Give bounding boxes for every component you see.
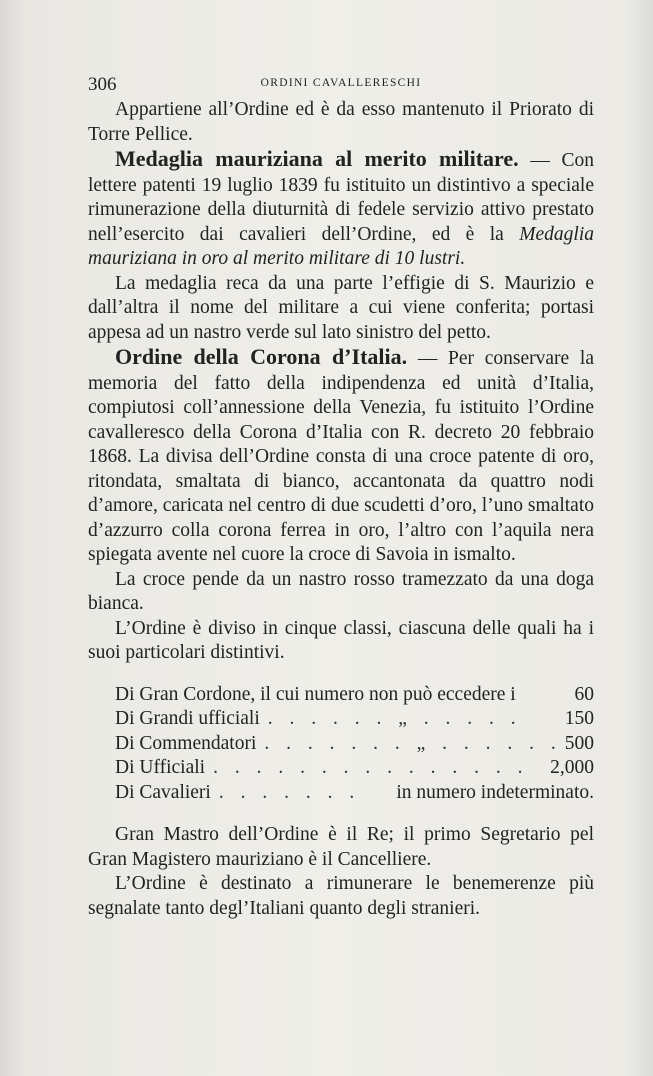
paragraph-croce: La croce pende da un nastro rosso tramezzato da una doga bianca. <box>88 568 594 614</box>
paragraph-medaglia <box>88 147 594 272</box>
section-heading-medaglia: Medaglia mauriziana al merito militare. <box>115 146 519 171</box>
class-count: in numero indeterminato. <box>396 781 594 803</box>
page-header <box>88 74 594 98</box>
class-count: 2,000 <box>550 757 594 778</box>
paragraph-text: — Con lettere patenti 19 luglio 1839 fu istituito un distintivo a speciale rimunerazione della diuturnità di fedele servizio attivo prestato nell’esercito dai cavalieri dell’Ordine, ed è la <box>88 150 594 245</box>
paragraph-gran-mastro: Gran Mastro dell’Ordine è il Re; il primo Segretario pel Gran Magistero mauriziano è il Cancelliere. <box>88 824 594 870</box>
class-label: Di Ufficiali <box>115 757 206 778</box>
list-item <box>115 732 594 757</box>
running-head: ORDINI CAVALLERESCHI <box>260 77 422 89</box>
paragraph-medaglia-description: La medaglia reca da una parte l’effigie di S. Maurizio e dall’altra il nome del militare a cui viene conferita; portasi appesa ad un nastro verde sul lato sinistro del petto. <box>88 272 594 343</box>
leader-dots: . . . . . . . <box>218 781 361 803</box>
list-item <box>115 707 594 732</box>
paragraph-text: — Per conservare la memoria del fatto della indipendenza ed unità d’Italia, compiutosi coll’annessione della Venezia, fu istituito l’Ordine cavalleresco della Corona d’Italia con R. decreto 20 febbraio 1868. La divisa dell’Ordine consta di una croce patente di oro, ritondata, smaltata di bianco, accantonata da quattro nodi d’amore, caricata nel centro di due scudetti d’oro, l’uno smaltato d’azzurro colla corona ferrea in oro, l’altro con l’aquila nera spiegata avente nel cuore la croce di Savoia in ismalto. <box>88 348 594 565</box>
page-body <box>88 98 594 921</box>
paragraph-benemerenze: L’Ordine è destinato a rimunerare le benemerenze più segnalate tanto degl’Italiani quanto degli stranieri. <box>88 873 594 919</box>
list-item <box>115 781 594 806</box>
page-number: 306 <box>88 74 117 95</box>
list-item <box>115 756 594 781</box>
class-label: Di Commendatori <box>115 732 257 754</box>
class-count: 60 <box>574 683 594 705</box>
paragraph-priorato <box>88 98 594 147</box>
paragraph-classi: L’Ordine è diviso in cinque classi, ciascuna delle quali ha i suoi particolari distintivi. <box>88 617 594 663</box>
leader-dots: . . . . . . „ . . . . . <box>267 708 522 729</box>
section-heading-corona: Ordine della Corona d’Italia. <box>115 344 408 369</box>
paragraph-corona <box>88 345 594 568</box>
class-count: 150 <box>564 708 594 729</box>
list-item <box>115 683 594 708</box>
class-count: 500 <box>564 732 594 754</box>
class-label: Di Cavalieri <box>115 781 211 803</box>
leader-dots: . . . . . . . „ . . . . . . <box>264 732 562 754</box>
class-label: Di Grandi ufficiali <box>115 708 260 729</box>
paragraph-italic-text: Medaglia mauriziana in oro al merito militare di 10 lustri. <box>88 223 594 269</box>
class-label: Di Gran Cordone, il cui numero non può eccedere i <box>115 683 516 705</box>
paragraph-text: Appartiene all’Ordine ed è da esso mantenuto il Priorato di Torre Pellice. <box>88 99 594 145</box>
classes-list <box>88 683 594 806</box>
leader-dots: . . . . . . . . . . . . . . . <box>213 757 529 778</box>
